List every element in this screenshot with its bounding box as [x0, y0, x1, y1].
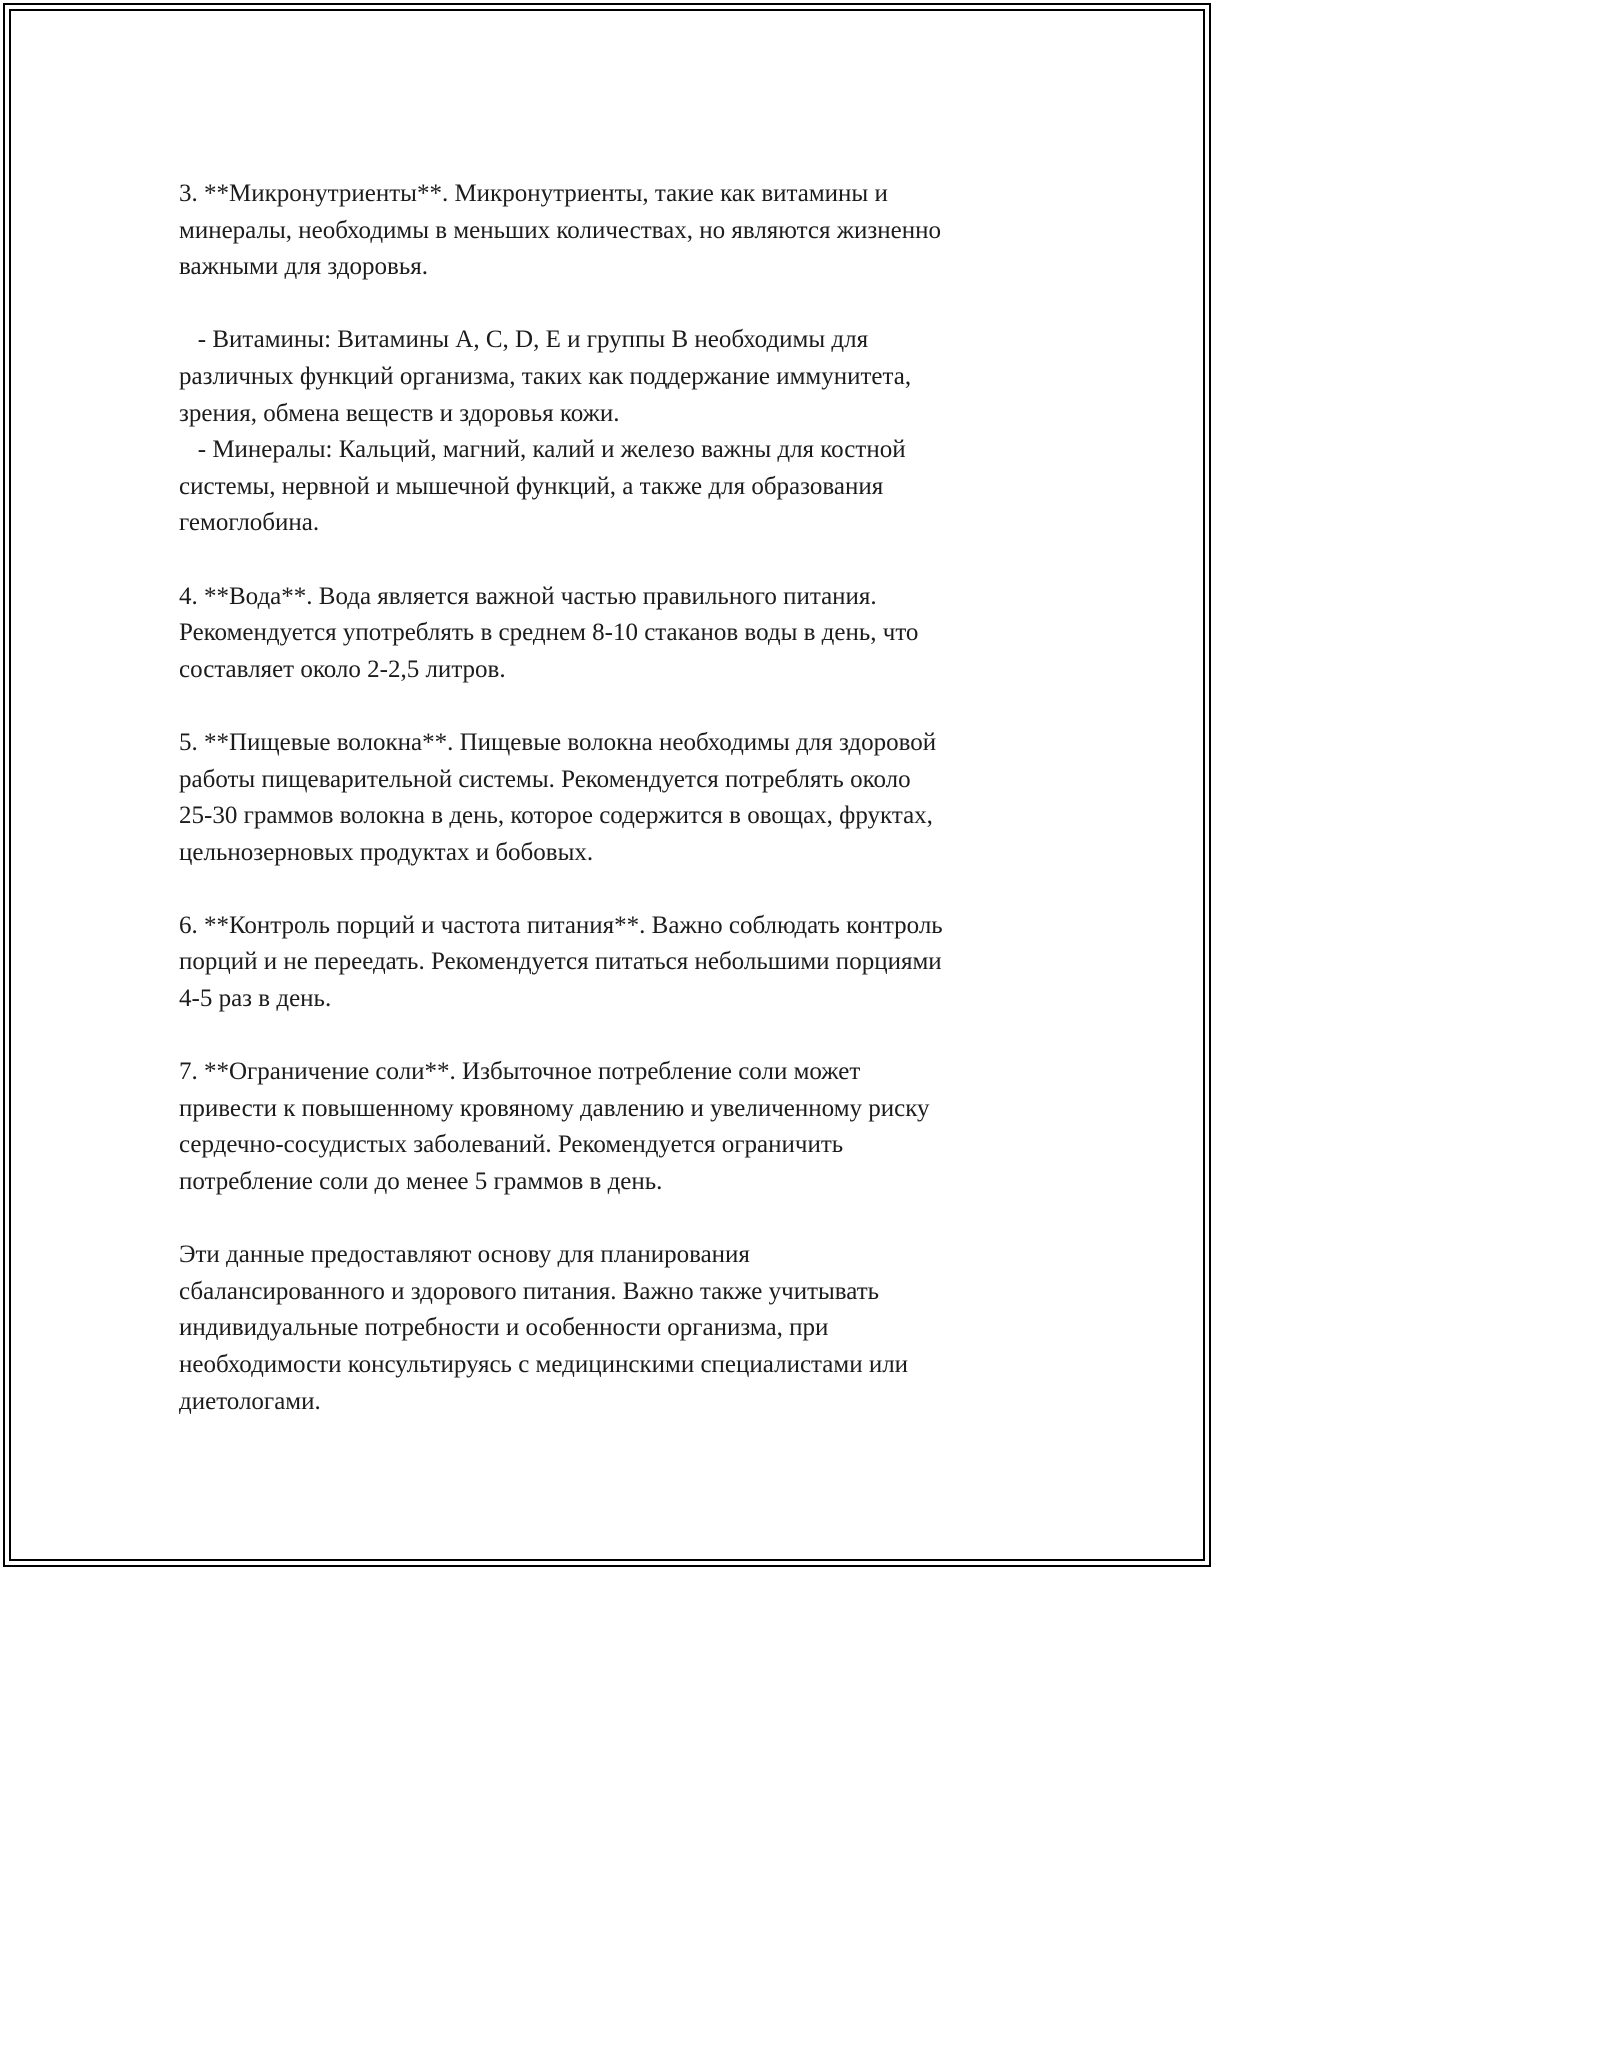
text-line: системы, нервной и мышечной функций, а также для образования — [179, 472, 884, 500]
paragraph-portion-control — [179, 908, 1079, 1018]
text-line: потребление соли до менее 5 граммов в день. — [179, 1168, 663, 1196]
paragraph-gap — [179, 688, 1079, 725]
text-line: Эти данные предоставляют основу для планирования — [179, 1241, 750, 1269]
text-line: 6. **Контроль порций и частота питания**. Важно соблюдать контроль — [179, 911, 943, 939]
text-line: диетологами. — [179, 1387, 321, 1415]
paragraph-conclusion — [179, 1237, 1079, 1420]
text-line: необходимости консультируясь с медицинскими специалистами или — [179, 1351, 909, 1378]
document-body — [179, 176, 1079, 1420]
text-line: гемоглобина. — [179, 509, 320, 537]
paragraph-gap — [179, 286, 1079, 323]
paragraph-gap — [179, 1201, 1079, 1238]
text-line: 5. **Пищевые волокна**. Пищевые волокна необходимы для здоровой — [179, 728, 937, 756]
paragraph-fiber — [179, 725, 1079, 871]
text-line: важными для здоровья. — [179, 253, 429, 281]
paragraph-salt-limit — [179, 1054, 1079, 1200]
text-line: - Минералы: Кальций, магний, калий и железо важны для костной — [179, 436, 906, 464]
text-line: цельнозерновых продуктах и бобовых. — [179, 838, 594, 866]
text-line: индивидуальные потребности и особенности организма, при — [179, 1314, 829, 1342]
paragraph-vitamins-minerals — [179, 322, 1079, 542]
text-line: 7. **Ограничение соли**. Избыточное потребление соли может — [179, 1058, 861, 1086]
text-line: зрения, обмена веществ и здоровья кожи. — [179, 399, 620, 427]
text-line: - Витамины: Витамины A, C, D, E и группы B необходимы для — [179, 326, 869, 354]
text-line: работы пищеварительной системы. Рекомендуется потреблять около — [179, 765, 911, 793]
paragraph-gap — [179, 871, 1079, 908]
text-line: минералы, необходимы в меньших количествах, но являются жизненно — [179, 216, 941, 244]
text-line: Рекомендуется употреблять в среднем 8-10 стаканов воды в день, что — [179, 619, 919, 647]
text-line: порций и не переедать. Рекомендуется питаться небольшими порциями — [179, 948, 942, 976]
text-line: привести к повышенному кровяному давлению и увеличенному риску — [179, 1094, 930, 1122]
text-line: 3. **Микронутриенты**. Микронутриенты, такие как витамины и — [179, 180, 888, 207]
text-line: различных функций организма, таких как поддержание иммунитета, — [179, 362, 912, 390]
text-line: сердечно-сосудистых заболеваний. Рекомендуется ограничить — [179, 1131, 844, 1159]
text-line: 4. **Вода**. Вода является важной частью правильного питания. — [179, 582, 877, 610]
text-line: 4-5 раз в день. — [179, 985, 332, 1013]
text-line: сбалансированного и здорового питания. Важно также учитывать — [179, 1277, 880, 1305]
paragraph-micronutrients — [179, 176, 1079, 286]
text-line: составляет около 2-2,5 литров. — [179, 655, 506, 683]
paragraph-water — [179, 579, 1079, 689]
paragraph-gap — [179, 1018, 1079, 1055]
text-line: 25-30 граммов волокна в день, которое содержится в овощах, фруктах, — [179, 802, 933, 830]
paragraph-gap — [179, 542, 1079, 579]
